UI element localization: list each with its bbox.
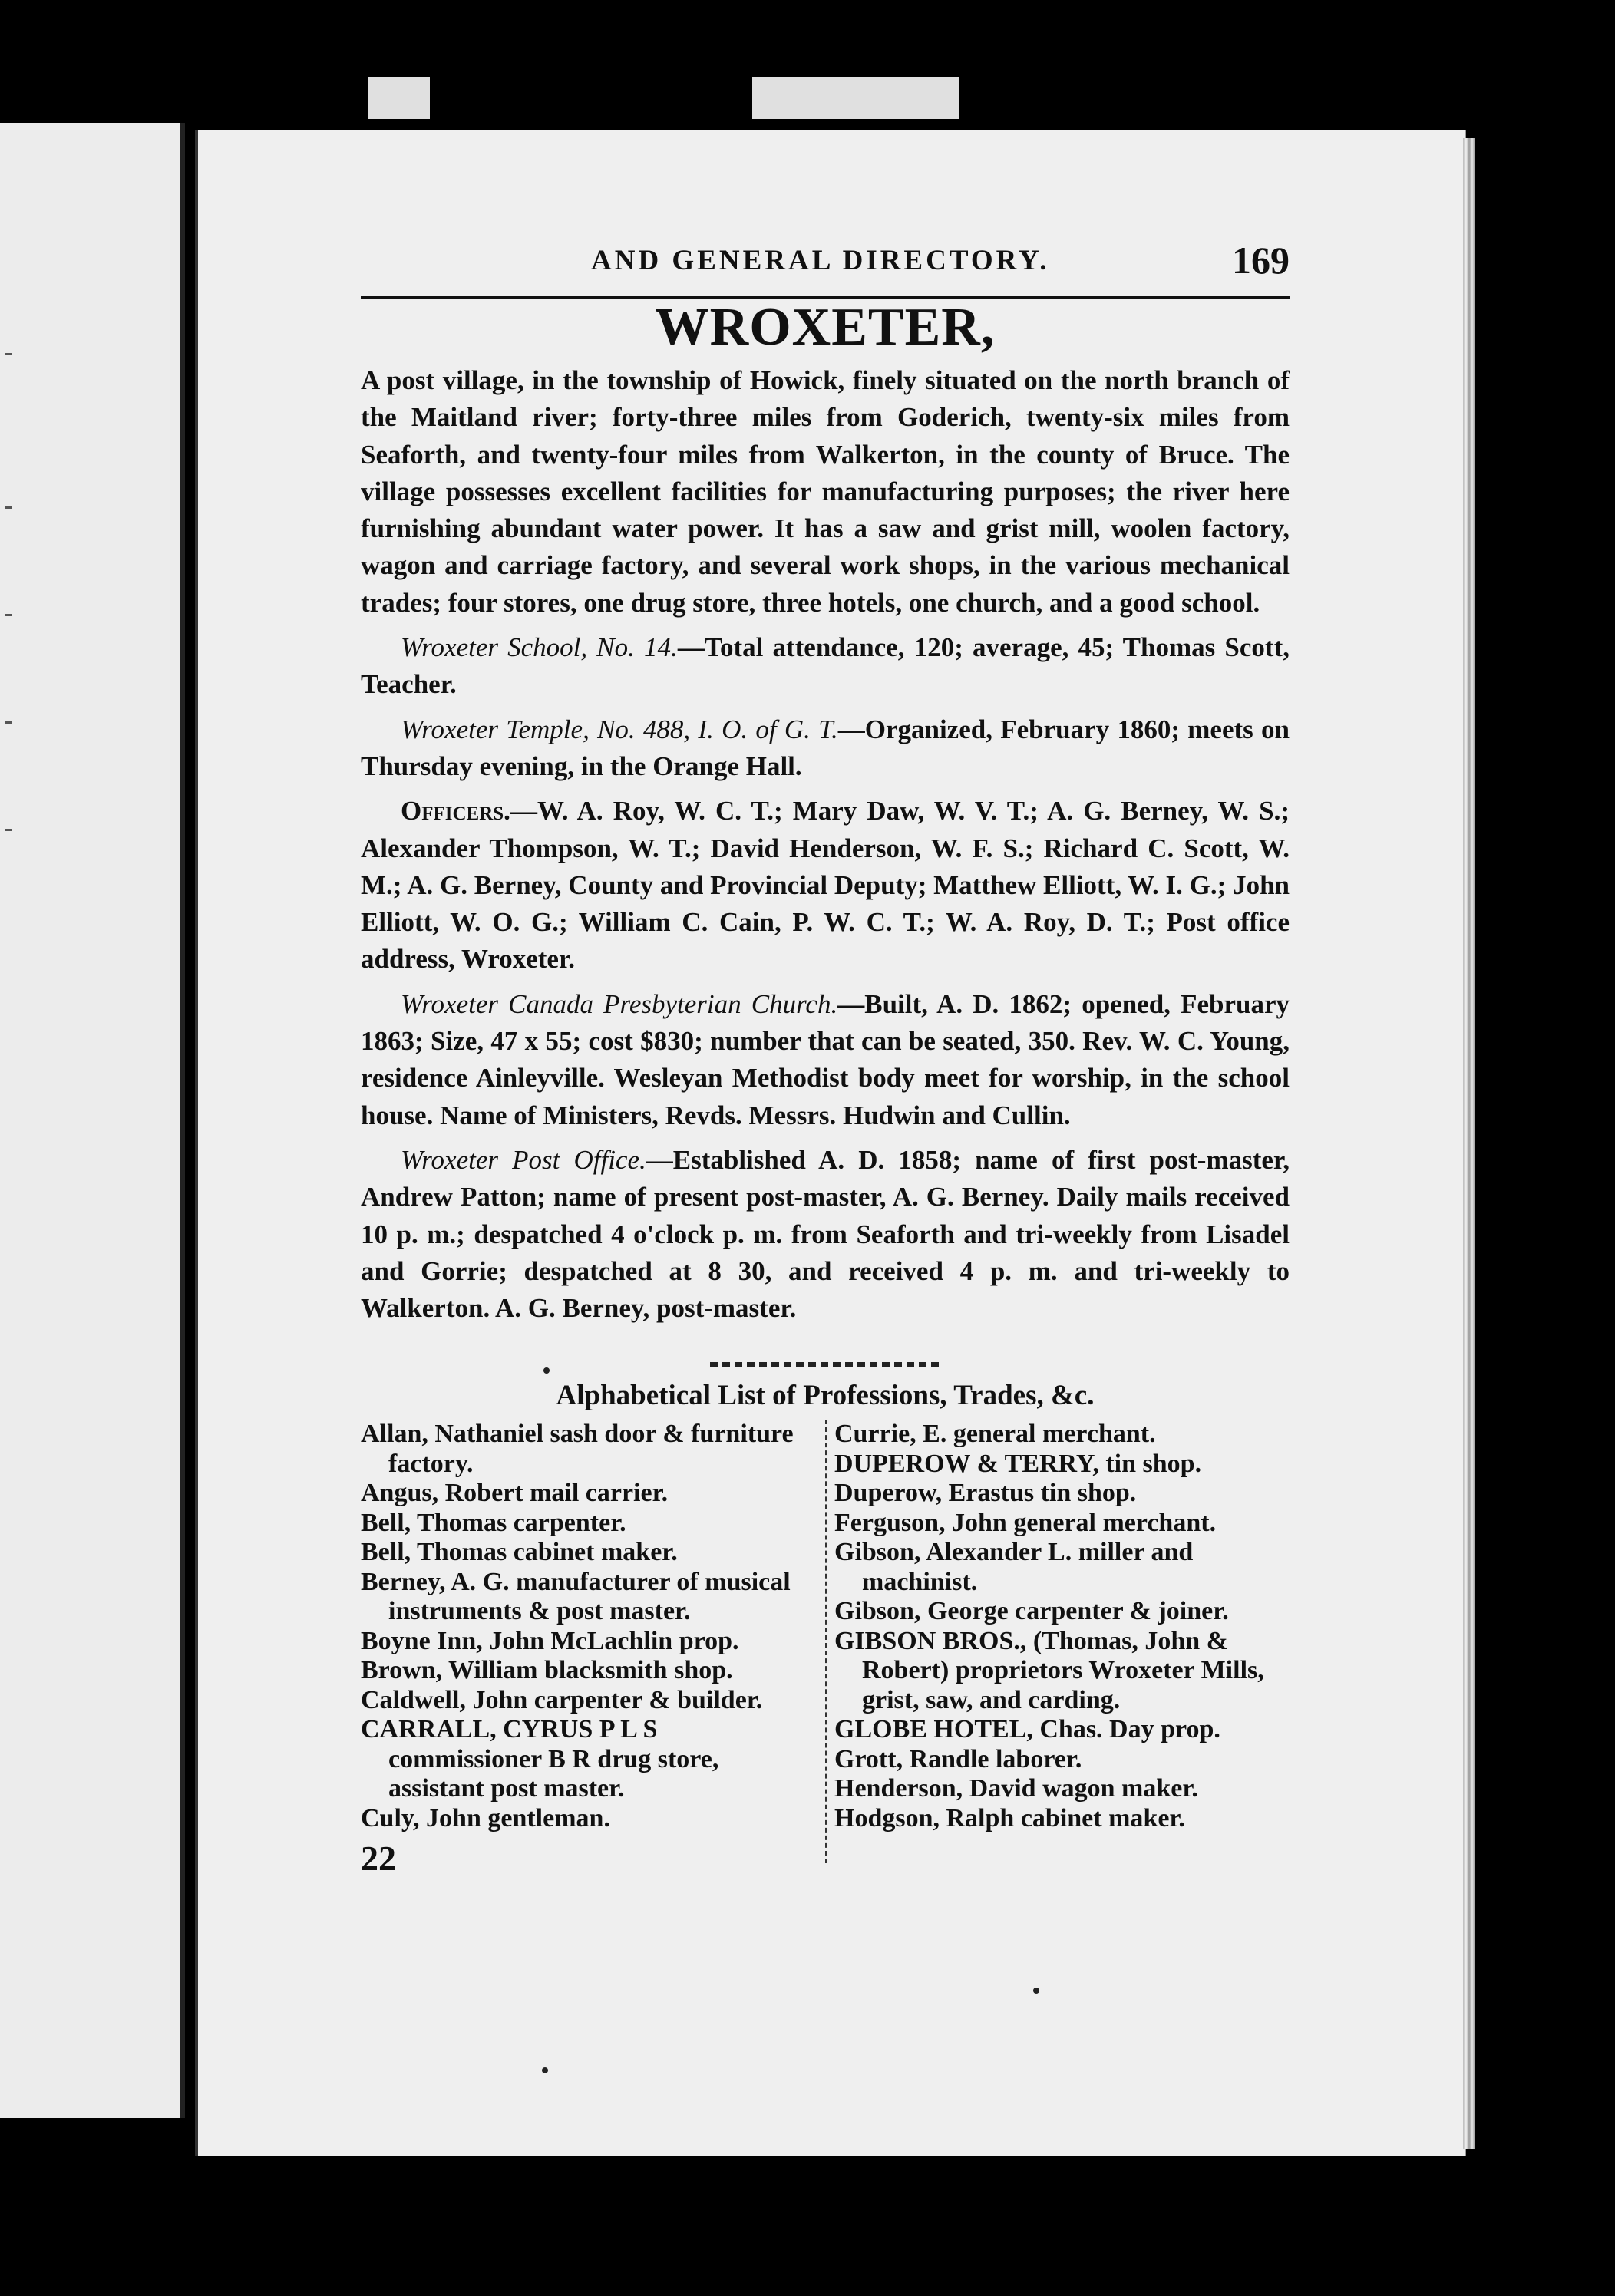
list-item: Culy, John gentleman. [361,1803,610,1833]
officers-entry [361,793,1290,978]
list-item: Ferguson, John general merchant. [834,1508,1217,1537]
list-item: Berney, A. G. manufacturer of musical instruments & post master. [361,1567,791,1626]
place-title: WROXETER, [655,298,996,357]
entry-text: —Total attendance, 120; average, 45; Thomas Scott, Teacher. [361,632,1290,700]
post-office-entry [361,1142,1290,1327]
directory-list [361,1420,1290,1879]
list-item: Currie, E. general merchant. [834,1420,1156,1449]
list-item: Bell, Thomas cabinet maker. [361,1538,678,1567]
entry-text: —Established A. D. 1858; name of first post-master, Andrew Patton; name of present post-master, A. G. Berney. Daily mails received 10 p. m.; despatched 4 o'clock p. m. from Seaforth and tri-weekly from Lisadel and Gorrie; despatched at 8 30, and received 4 p. m. and tri-weekly to Walkerton. A. G. Berney, post-master. [361,1144,1290,1324]
running-title: AND GENERAL DIRECTORY. [591,245,1050,276]
page-number: 169 [1232,239,1290,282]
list-item: Bell, Thomas carpenter. [361,1508,626,1537]
entry-text: —Organized, February 1860; meets on Thursday evening, in the Orange Hall. [361,714,1290,781]
intro-paragraph: A post village, in the township of Howick, finely situated on the north branch of the Maitland river; forty-three miles from Goderich, twenty-six miles from Seaforth, and twenty-four miles from Walkerton, in the county of Bruce. The village possesses excellent facilities for manufacturing purposes; the river here furnishing abundant water power. It has a saw and grist mill, woolen factory, wagon and carriage factory, and several work shops, in the various mechanical trades; four stores, one drug store, three hotels, one church, and a good school. [361,365,1290,618]
entry-heading: Wroxeter Temple, No. 488, I. O. of G. T. [401,714,838,744]
entry-heading: Wroxeter Canada Presbyterian Church. [401,988,838,1019]
list-item: Henderson, David wagon maker. [834,1774,1198,1803]
page-mark [5,721,12,724]
temple-entry [361,711,1290,786]
list-item: Brown, William blacksmith shop. [361,1656,733,1685]
list-item: Grott, Randle laborer. [834,1744,1082,1773]
school-entry [361,629,1290,704]
list-item: GLOBE HOTEL, Chas. Day prop. [834,1715,1220,1744]
page-header [361,239,1290,287]
list-item: Allan, Nathaniel sash door & furniture factory. [361,1420,794,1478]
entry-heading: Wroxeter School, No. 14. [401,632,678,663]
page-mark [5,829,12,831]
list-item: Hodgson, Ralph cabinet maker. [834,1803,1185,1833]
page-mark [5,506,12,509]
list-item: Gibson, Alexander L. miller and machinist. [834,1538,1194,1596]
page-mark [5,353,12,355]
torn-paper-scrap [368,77,430,119]
ornamental-divider [710,1362,940,1367]
list-column-right [825,1420,1290,1879]
list-item: Gibson, George carpenter & joiner. [834,1597,1229,1626]
entry-text: —W. A. Roy, W. C. T.; Mary Daw, W. V. T.; A. G. Berney, W. S.; Alexander Thompson, W. T.; David Henderson, W. F. S.; Richard C. Scott, W. M.; A. G. Berney, County and Provincial Deputy; Matthew Elliott, W. I. G.; John Elliott, W. O. G.; William C. Cain, P. W. C. T.; W. A. Roy, D. T.; Post office address, Wroxeter. [361,796,1290,975]
list-item: Duperow, Erastus tin shop. [834,1479,1137,1508]
list-item: Angus, Robert mail carrier. [361,1479,669,1508]
column-divider [825,1420,827,1863]
signature-mark: 22 [361,1839,396,1879]
list-column-left [361,1420,825,1879]
entry-text: —Built, A. D. 1862; opened, February 1863; Size, 47 x 55; cost $830; number that can be seated, 350. Rev. W. C. Young, residence Ainleyville. Wesleyan Methodist body meet for worship, in the school house. Name of Ministers, Revds. Messrs. Hudwin and Cullin. [361,988,1290,1130]
entry-heading: Officers. [401,796,510,826]
page-edge [1463,138,1475,2149]
page-mark [5,614,12,616]
list-item: GIBSON BROS., (Thomas, John & Robert) proprietors Wroxeter Mills, grist, saw, and carding. [834,1626,1264,1714]
facing-page [0,123,185,2118]
list-item: Caldwell, John carpenter & builder. [361,1685,763,1714]
torn-paper-scrap [752,77,959,119]
page-content [361,295,1290,1879]
list-item: DUPEROW & TERRY, tin shop. [834,1449,1202,1478]
list-heading: Alphabetical List of Professions, Trades, &c. [556,1380,1095,1412]
entry-heading: Wroxeter Post Office. [401,1144,646,1175]
list-item: Boyne Inn, John McLachlin prop. [361,1626,739,1655]
ink-speck [1033,1988,1039,1994]
ink-speck [542,2067,548,2073]
list-item: CARRALL, CYRUS P L S commissioner B R drug store, assistant post master. [361,1715,719,1803]
ink-speck [543,1367,550,1374]
church-entry [361,986,1290,1134]
